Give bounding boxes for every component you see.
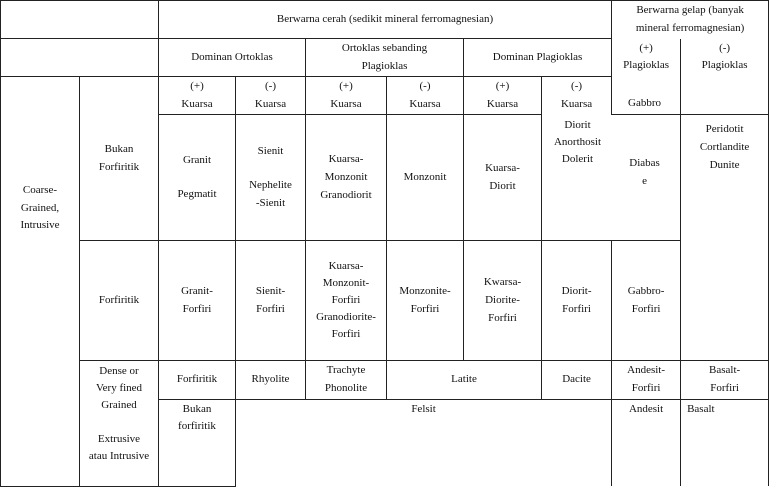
forfiritik-text: Forfiritik: [176, 373, 218, 386]
rock-phonolite: Phonolite: [324, 381, 368, 394]
rock-kdf-line3: Forfiri: [488, 311, 517, 324]
ortoklas-sebanding-line1: Ortoklas sebanding: [341, 42, 428, 54]
minus-sign: (-): [719, 41, 731, 54]
bukan-line: Bukan: [182, 402, 212, 415]
kuarsa-label: Kuarsa: [560, 98, 593, 111]
rock-kmf-line1: Kuarsa-: [328, 260, 364, 273]
dense-line3: Grained: [101, 399, 137, 412]
rock-cell-diorit-forfiri: [542, 241, 612, 361]
rock-cell-sienit-forfiri: [236, 241, 306, 361]
rock-gabbro-forfiri-line2: Forfiri: [631, 302, 661, 315]
rock-felsit: Felsit: [411, 402, 436, 415]
rock-sienit-forfiri-line1: Sienit-: [255, 285, 286, 298]
rock-kmf-line2: Monzonit-: [322, 277, 370, 290]
ortoklas-sebanding-line2: Plagioklas: [361, 59, 408, 72]
rock-monzonite-forfiri-line1: Monzonite-: [399, 285, 451, 298]
dark-color-header: [612, 1, 769, 39]
rock-cell-andesit-forfiri: [612, 361, 681, 399]
forfiritik-label-lower: [159, 361, 236, 399]
rock-basalt-forfiri-line2: Forfiri: [710, 381, 739, 394]
rock-cell-kuarsa-monzonit: [306, 115, 387, 241]
rock-cell-rhyolite: [236, 361, 306, 399]
kuarsa-label: Kuarsa: [254, 97, 287, 110]
rock-basalt: Basalt: [687, 402, 715, 415]
rock-cortlandite: Cortlandite: [699, 140, 750, 153]
rock-cell-sienit: [236, 115, 306, 241]
rock-kdf-line2: Diorite-: [485, 294, 520, 307]
rock-kdf-line1: Kwarsa-: [483, 276, 522, 289]
dominan-ortoklas-header: [159, 39, 306, 77]
rock-granodiorit: Granodiorit: [320, 188, 372, 201]
coarse-grained-label: [1, 77, 80, 486]
kuarsa-minus-cell: [236, 77, 306, 115]
kuarsa-plus-cell: [464, 77, 542, 115]
rock-cell-kwarsa-diorite-forfiri: [464, 241, 542, 361]
rock-andesit-forfiri-line1: Andesit-: [627, 364, 666, 377]
rock-kuarsa-monzonit-line2: Monzonit: [324, 171, 368, 184]
rock-kuarsa-diorit-line1: Kuarsa-: [485, 162, 520, 175]
rock-kuarsa-monzonit-line1: Kuarsa-: [328, 153, 364, 166]
plus-sign: (+): [639, 41, 653, 54]
rock-cell-trachyte: [306, 361, 387, 399]
extrusive-line2: atau Intrusive: [88, 449, 150, 462]
rock-anorthosit: Anorthosit: [553, 136, 602, 149]
dense-grained-label: [80, 361, 159, 486]
kuarsa-plus-cell: [306, 77, 387, 115]
rock-cell-basalt-forfiri: [681, 361, 769, 399]
kuarsa-plus-cell: [159, 77, 236, 115]
gabbro-column: [611, 97, 678, 191]
plus-sign: (+): [190, 80, 204, 93]
light-color-label: Berwarna cerah (sedikit mineral ferromagnesian): [276, 12, 494, 25]
rock-granit-forfiri-line2: Forfiri: [182, 302, 212, 315]
corner-cell: [1, 1, 159, 39]
rock-cell-dacite: [542, 361, 612, 399]
rock-monzonite-forfiri-line2: Forfiri: [410, 302, 440, 315]
dense-line1: Dense or: [99, 365, 139, 378]
rock-monzonit: Monzonit: [403, 171, 447, 184]
rock-gdf-line1: Granodiorite-: [316, 311, 376, 324]
rock-cell-granit-forfiri: [159, 241, 236, 361]
rock-nephelite-line1: Nephelite: [249, 179, 292, 192]
rock-kuarsa-diorit-line2: Diorit: [489, 179, 516, 192]
kuarsa-label: Kuarsa: [486, 97, 519, 110]
rock-nephelite-line2: -Sienit: [255, 196, 286, 209]
bukan-forfiritik-label: [80, 77, 159, 241]
dark-color-label-line1: Berwarna gelap (banyak: [636, 4, 744, 17]
rock-cell-kuarsa-monzonit-forfiri: [306, 241, 387, 361]
rock-pegmatit: Pegmatit: [177, 187, 217, 200]
rock-dunite: Dunite: [709, 158, 740, 171]
dark-color-label-line2: mineral ferromagnesian): [635, 21, 745, 34]
minus-sign: (-): [265, 80, 276, 93]
rock-granit: Granit: [182, 154, 212, 167]
plagioklas-label: Plagioklas: [701, 59, 748, 72]
rock-diabase-line2: e: [642, 174, 647, 187]
rock-latite: Latite: [451, 373, 477, 386]
rock-andesit-forfiri-line2: Forfiri: [631, 381, 661, 394]
plagioklas-label: Plagioklas: [623, 59, 669, 72]
rock-basalt-forfiri-line1: Basalt-: [709, 364, 741, 377]
ultramafic-empty-cell: [681, 241, 769, 361]
coarse-line2: Grained,: [20, 201, 60, 214]
minus-sign: (-): [571, 80, 583, 93]
kuarsa-minus-cell: [387, 77, 464, 115]
rock-cell-kuarsa-diorit: [464, 115, 542, 241]
plagioklas-minus-header: [681, 39, 769, 115]
dominan-plagioklas-label: Dominan Plagioklas: [492, 50, 583, 63]
light-color-header: [159, 1, 612, 39]
coarse-line3: Intrusive: [20, 219, 60, 232]
dominan-ortoklas-label: Dominan Ortoklas: [191, 50, 273, 63]
ortoklas-sebanding-header: [306, 39, 464, 77]
rock-diorit-forfiri-line1: Diorit-: [561, 285, 592, 298]
kuarsa-minus-cell: [542, 77, 612, 115]
bukan-line: Bukan: [104, 143, 134, 156]
bukan-forfiritik-lower-label: [159, 399, 236, 486]
dominan-plagioklas-header: [464, 39, 612, 77]
minus-sign: (-): [419, 80, 431, 93]
rock-gabbro: Gabbro: [628, 97, 662, 110]
rock-sienit-forfiri-line2: Forfiri: [256, 302, 285, 315]
rock-sienit: Sienit: [257, 145, 284, 158]
dense-line2: Very fined: [95, 382, 143, 395]
corner-cell-lower: [1, 39, 159, 77]
rock-cell-granit: [159, 115, 236, 241]
rock-cell-gabbro-forfiri: [612, 241, 681, 361]
rock-cell-peridotit: [681, 115, 769, 241]
rock-dolerit: Dolerit: [561, 153, 594, 166]
rock-trachyte: Trachyte: [326, 364, 366, 377]
rock-diabase-line1: Diabas: [629, 156, 660, 169]
forfiritik-text: Forfiritik: [98, 294, 140, 307]
extrusive-line1: Extrusive: [97, 432, 141, 445]
rock-gdf-line2: Forfiri: [331, 328, 361, 341]
rock-cell-latite: [387, 361, 542, 399]
forfiritik-line: Forfiritik: [98, 160, 140, 173]
rock-cell-monzonite-forfiri: [387, 241, 464, 361]
rock-diorit-forfiri-line2: Forfiri: [562, 302, 591, 315]
rock-rhyolite: Rhyolite: [251, 373, 290, 386]
rock-cell-monzonit: [387, 115, 464, 241]
forfiritik-line: forfiritik: [178, 420, 216, 433]
rock-gabbro-forfiri-line1: Gabbro-: [627, 285, 665, 298]
diorit-column: [544, 116, 611, 191]
rock-dacite: Dacite: [562, 373, 591, 386]
rock-kmf-line3: Forfiri: [331, 294, 361, 307]
rock-cell-andesit: [612, 399, 681, 486]
rock-cell-felsit: [236, 399, 612, 486]
rock-peridotit: Peridotit: [705, 123, 744, 136]
rock-diorit: Diorit: [564, 119, 591, 132]
rock-cell-basalt: [681, 399, 769, 486]
rock-andesit: Andesit: [628, 402, 664, 415]
kuarsa-label: Kuarsa: [330, 97, 362, 110]
rock-granit-forfiri-line1: Granit-: [181, 285, 213, 298]
forfiritik-label: [80, 241, 159, 361]
kuarsa-label: Kuarsa: [181, 97, 213, 110]
plus-sign: (+): [339, 80, 353, 93]
coarse-line1: Coarse-: [22, 184, 58, 197]
plus-sign: (+): [495, 80, 510, 93]
kuarsa-label: Kuarsa: [409, 97, 441, 110]
